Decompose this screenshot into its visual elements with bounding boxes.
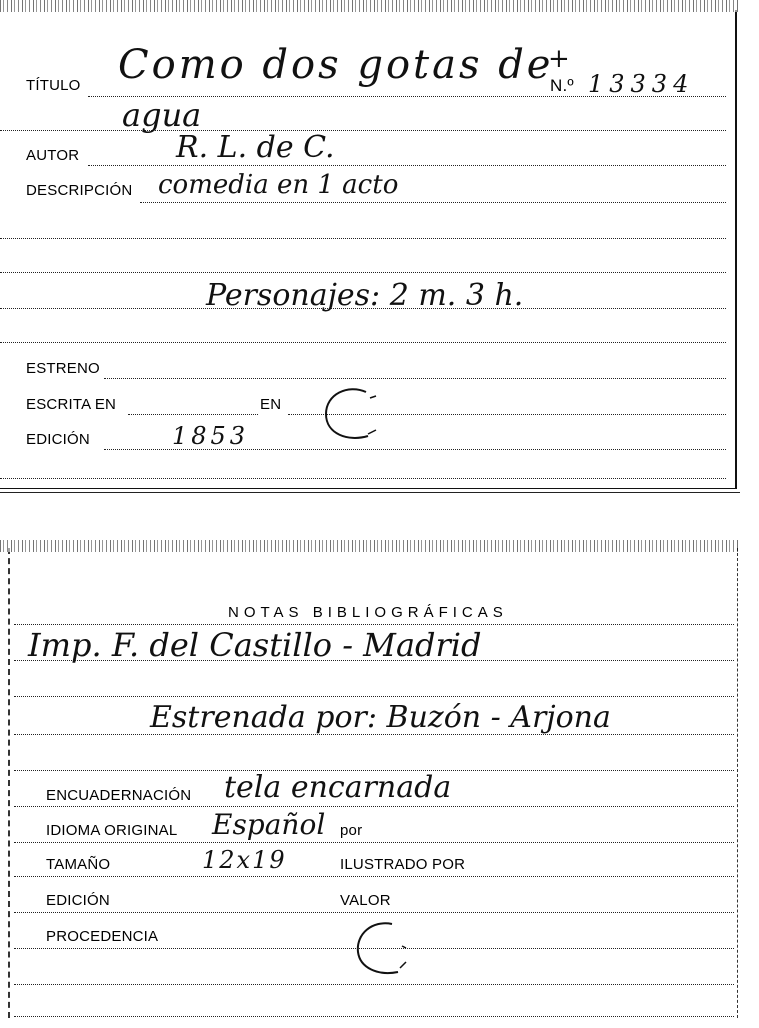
titulo-value: Como dos gotas de: [118, 42, 554, 88]
titulo-value-line2: agua: [122, 96, 202, 134]
personajes-value: Personajes: 2 m. 3 h.: [206, 278, 524, 313]
valor-label: VALOR: [340, 892, 391, 909]
idioma-original-value: Español: [212, 808, 326, 841]
blank-line-1: [0, 238, 726, 239]
descripcion-line: [140, 202, 726, 203]
ilustrado-por-label: ILUSTRADO POR: [340, 856, 466, 873]
tamano-value: 12x19: [202, 846, 287, 874]
encuadernacion-value: tela encarnada: [224, 770, 452, 805]
escrita-en-line: [128, 414, 258, 415]
numero-value: 13334: [588, 70, 695, 98]
edicion-line-bottom: [14, 912, 734, 913]
library-stamp-bottom: [348, 918, 414, 980]
notas-value-1: Imp. F. del Castillo - Madrid: [28, 626, 482, 664]
autor-line: [88, 165, 726, 166]
tamano-label: TAMAÑO: [46, 856, 111, 873]
descripcion-label: DESCRIPCIÓN: [26, 182, 133, 199]
autor-label: AUTOR: [26, 147, 80, 164]
blank-line-2: [0, 272, 726, 273]
encuadernacion-label: ENCUADERNACIÓN: [46, 787, 192, 804]
numero-mark: +: [548, 44, 570, 74]
en-label: EN: [260, 396, 282, 413]
notas-line-2: [14, 696, 734, 697]
estreno-line: [104, 378, 726, 379]
idioma-por-label: por: [340, 822, 363, 839]
card-separator: [0, 492, 740, 493]
escrita-en-label: ESCRITA EN: [26, 396, 117, 413]
numero-label: N.º: [550, 76, 574, 95]
descripcion-value: comedia en 1 acto: [158, 170, 399, 200]
edicion-value: 1853: [172, 422, 250, 450]
library-stamp-top: [318, 384, 384, 446]
titulo-label: TÍTULO: [26, 77, 81, 94]
bottom-edge-line-2: [14, 1016, 734, 1017]
scan-edge-noise: [0, 0, 740, 12]
procedencia-label: PROCEDENCIA: [46, 928, 159, 945]
titulo-line-2: [0, 130, 726, 131]
scan-edge-noise-2: [0, 540, 740, 552]
idioma-line: [14, 842, 734, 843]
edicion-label-bottom: EDICIÓN: [46, 892, 110, 909]
edicion-label: EDICIÓN: [26, 431, 90, 448]
notas-line-0: [14, 624, 734, 625]
blank-line-3: [0, 342, 726, 343]
idioma-original-label: IDIOMA ORIGINAL: [46, 822, 178, 839]
tamano-line: [14, 876, 734, 877]
autor-value: R. L. de C.: [176, 130, 335, 165]
encuadernacion-line: [14, 806, 734, 807]
notas-value-2: Estrenada por: Buzón - Arjona: [150, 700, 611, 735]
bottom-edge-line: [0, 478, 726, 479]
notas-heading: NOTAS BIBLIOGRÁFICAS: [228, 604, 508, 621]
estreno-label: ESTRENO: [26, 360, 100, 377]
bottom-line-final: [14, 984, 734, 985]
